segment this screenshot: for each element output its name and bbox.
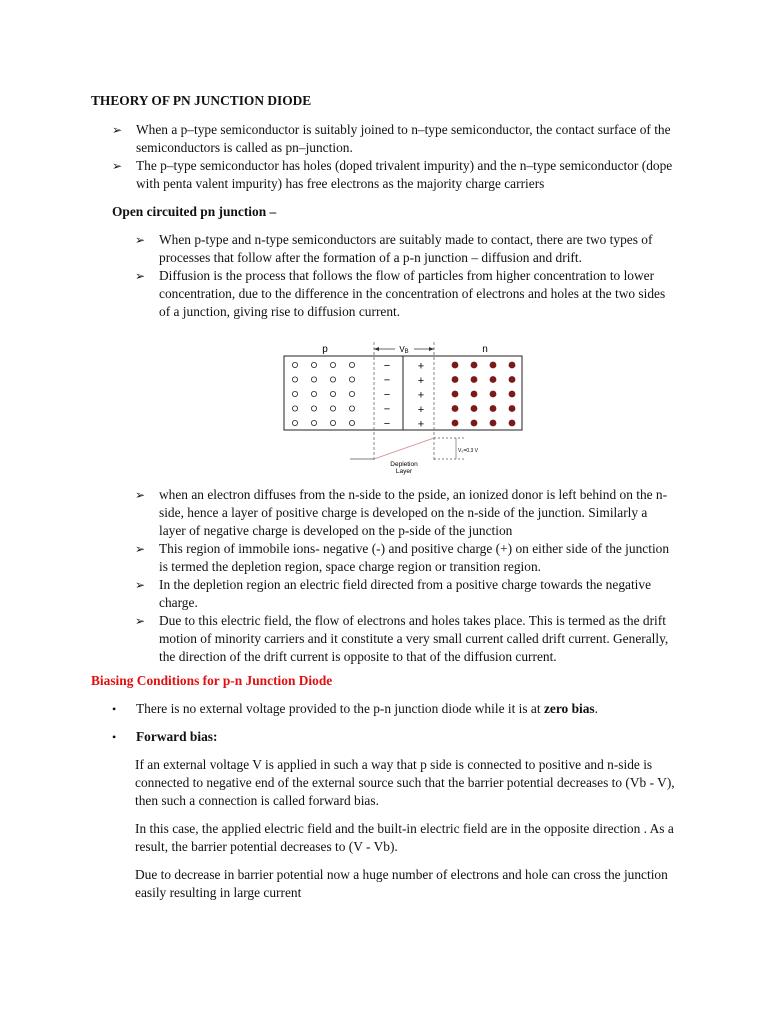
hole-symbol (292, 377, 297, 382)
n-region-label: n (482, 344, 488, 355)
electron-symbol (509, 376, 516, 383)
hole-symbol (311, 362, 316, 367)
hole-symbol (311, 391, 316, 396)
arrow-bullet-icon: ➢ (135, 614, 146, 628)
list-item: ➢ The p–type semiconductor has holes (doped trivalent impurity) and the n–type semiconductor (dope with penta valent impurity) has free electrons as the majority charge carriers (112, 158, 673, 191)
arrow-bullet-icon: ➢ (135, 542, 146, 556)
electron-symbol (452, 362, 459, 369)
electron-symbol (490, 391, 497, 398)
positive-ions-column (418, 361, 424, 431)
list-item: ➢ When a p–type semiconductor is suitably joined to n–type semiconductor, the contact surface of the semiconductors is called as pn–junction. (112, 122, 671, 155)
electron-symbol (452, 420, 459, 427)
hole-symbol (330, 420, 335, 425)
electron-symbol (471, 362, 478, 369)
open-circuit-bullet-list (135, 231, 677, 321)
negative-ions-column (384, 360, 390, 430)
intro-bullet-list (112, 121, 677, 193)
negative-ion-symbol: − (383, 418, 391, 430)
potential-curve (350, 438, 479, 459)
hole-symbol (349, 362, 354, 367)
arrow-bullet-icon: ➢ (112, 123, 123, 137)
electron-symbol (471, 420, 478, 427)
potential-label: V₀=0.3 V (458, 448, 479, 454)
electron-symbol (452, 391, 459, 398)
electron-symbol (452, 405, 459, 412)
depletion-layer-label-2: Layer (395, 468, 413, 475)
dot-bullet-icon: • (112, 730, 117, 744)
hole-symbol (292, 391, 297, 396)
electron-symbol (471, 376, 478, 383)
electron-symbol (471, 391, 478, 398)
list-item: ➢ This region of immobile ions- negative (-) and positive charge (+) on either side of the junction is termed the depletion region, space charge region or transition region. (135, 541, 670, 574)
electron-symbol (490, 376, 497, 383)
hole-symbol (330, 391, 335, 396)
arrow-bullet-icon: ➢ (135, 233, 146, 247)
electron-symbol (490, 405, 497, 412)
arrow-bullet-icon: ➢ (135, 488, 146, 502)
hole-symbol (330, 362, 335, 367)
electron-symbol (490, 362, 497, 369)
negative-ion-symbol: − (383, 403, 391, 416)
electron-symbol (509, 362, 516, 369)
electron-symbol (509, 391, 516, 398)
hole-symbol (292, 406, 297, 411)
positive-ion-symbol: + (417, 389, 425, 402)
electron-symbol (490, 420, 497, 427)
p-region-label: p (322, 344, 328, 355)
hole-symbol (330, 406, 335, 411)
positive-ion-symbol: + (417, 404, 425, 416)
list-item: ➢ when an electron diffuses from the n-side to the pside, an ionized donor is left behind on the n-side, hence a layer of positive charge is developed on the n-side of the junction. Similarly a layer of negative charge is developed on the p-side of the junction (135, 487, 668, 538)
negative-ion-symbol: − (383, 389, 391, 401)
depletion-layer-label: Depletion (390, 461, 418, 468)
list-item: ➢ Due to this electric field, the flow of electrons and holes takes place. This is termed as the drift motion of minority carriers and it constitute a very small current called drift current. Generally, the direction of the drift current is opposite to that of the diffusion current. (135, 613, 669, 664)
list-item: ➢ Diffusion is the process that follows the flow of particles from higher concentration to lower concentration, due to the difference in the concentration of electrons and holes at the two sides of a junction, giving rise to diffusion current. (135, 268, 666, 319)
hole-symbol (349, 420, 354, 425)
electron-symbol (509, 420, 516, 427)
barrier-voltage-marker (374, 345, 434, 355)
electron-symbol (452, 376, 459, 383)
hole-symbol (311, 406, 316, 411)
open-circuit-heading: Open circuited pn junction – (112, 204, 277, 219)
arrow-bullet-icon: ➢ (135, 578, 146, 592)
hole-symbol (349, 406, 354, 411)
holes-grid (292, 362, 354, 425)
hole-symbol (292, 362, 297, 367)
biasing-heading: Biasing Conditions for p-n Junction Diode (91, 673, 333, 688)
hole-symbol (349, 377, 354, 382)
barrier-voltage-label: VB (399, 345, 409, 355)
positive-ion-symbol: + (417, 375, 425, 387)
forward-bias-paragraph-3: Due to decrease in barrier potential now a huge number of electrons and hole can cross the junction easily resulting in large current (135, 867, 668, 900)
electrons-grid (452, 362, 516, 427)
arrow-bullet-icon: ➢ (135, 269, 146, 283)
positive-ion-symbol: + (417, 418, 425, 431)
page-title: THEORY OF PN JUNCTION DIODE (91, 93, 312, 108)
list-item: ➢ In the depletion region an electric field directed from a positive charge towards the negative charge. (135, 577, 652, 610)
hole-symbol (311, 377, 316, 382)
forward-bias-paragraph-2: In this case, the applied electric field and the built-in electric field are in the opposite direction . As a result, the barrier potential decreases to (V - Vb). (135, 821, 674, 854)
positive-ion-symbol: + (417, 360, 425, 373)
depletion-bullet-list (135, 486, 677, 666)
electron-symbol (471, 405, 478, 412)
arrow-bullet-icon: ➢ (112, 159, 123, 173)
document-page: THEORY OF PN JUNCTION DIODE ➢ When a p–type semiconductor is suitably joined to n–type semiconductor, the contact surface of the semiconductors is called as pn–junction. ➢ The p–type semiconductor has holes (doped trivalent impurity) and the n–type semiconductor (dope with penta valent impurity) has free electrons as the majority charge carriers Open circuited pn junction – ➢ When p-type and n-type semiconductors are suitably made to contact, there are two types of processes that follow after the formation of a p-n junction – diffusion and drift. ➢ Diffusion is the process that follows the flow of particles from higher concentration to lower concentration, due to the difference in the concentration of electrons and holes at the two sides of a junction, giving rise to diffusion current. p n VB − − − − − + + + + + V₀=0.3 V Depletion Layer ➢ when an electron diffuses from the n-side to the pside, an ionized donor is left behind on the n-side, hence a layer of positive charge is developed on the n-side of the junction. Similarly a layer of negative charge is developed on the p-side of the junction ➢ This region of immobile ions- negative (-) and positive charge (+) on either side of the junction is termed the depletion region, space charge region or transition region. ➢ In the depletion region an electric field directed from a positive charge towards the negative charge. ➢ Due to this electric field, the flow of electrons and holes takes place. This is termed as the drift motion of minority carriers and it constitute a very small current called drift current. Generally, the direction of the drift current is opposite to that of the diffusion current. Biasing Conditions for p-n Junction Diode • There is no external voltage provided to the p-n junction diode while it is at zero bias. • Forward bias: If an external voltage V is applied in such a way that p side is connected to positive and n-side is connected to negative end of the external source such that the barrier potential decreases to (Vb - V), then such a connection is called forward bias. In this case, the applied electric field and the built-in electric field are in the opposite direction . As a result, the barrier potential decreases to (V - Vb). Due to decrease in barrier potential now a huge number of electrons and hole can cross the junction easily resulting in large current (0, 0, 768, 1024)
negative-ion-symbol: − (383, 374, 391, 387)
hole-symbol (311, 420, 316, 425)
pn-junction-diagram (280, 340, 530, 475)
dot-bullet-icon: • (112, 702, 117, 716)
electron-symbol (509, 405, 516, 412)
hole-symbol (330, 377, 335, 382)
list-item: ➢ When p-type and n-type semiconductors are suitably made to contact, there are two types of processes that follow after the formation of a p-n junction – diffusion and drift. (135, 232, 653, 265)
negative-ion-symbol: − (383, 360, 391, 372)
hole-symbol (292, 420, 297, 425)
forward-bias-paragraph-1: If an external voltage V is applied in such a way that p side is connected to positive and n-side is connected to negative end of the external source such that the barrier potential decreases to (Vb - V), then such a connection is called forward bias. (135, 757, 675, 808)
hole-symbol (349, 391, 354, 396)
